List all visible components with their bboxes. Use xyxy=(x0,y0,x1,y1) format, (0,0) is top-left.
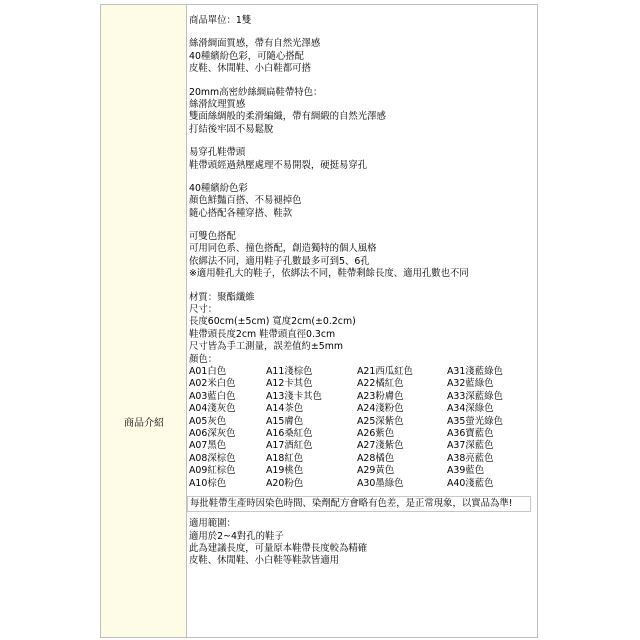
tip-section xyxy=(189,147,533,172)
color-option: A05灰色 xyxy=(189,415,227,427)
color-option: A29黃色 xyxy=(357,465,395,477)
notice-text: 每批鞋帶生產時因染色時間、染劑配方會略有色差，是正常現象，以實品為準! xyxy=(190,497,513,509)
color-option: A39藍色 xyxy=(447,465,485,477)
text-line: 20mm高密紗絲綢扁鞋帶特色： xyxy=(189,86,323,98)
text-line: 尺寸皆為手工測量，誤差值約±5mm xyxy=(189,341,343,353)
color-option: A34深綠色 xyxy=(447,403,494,415)
color-option: A14茶色 xyxy=(266,403,304,415)
color-option: A31淺藍綠色 xyxy=(447,365,503,377)
color-option: A16桑紅色 xyxy=(266,427,313,439)
color-option: A10棕色 xyxy=(189,477,227,489)
text-line: 易穿孔鞋帶頭 xyxy=(189,147,246,159)
color-option: A28橘色 xyxy=(357,452,395,464)
row-label: 商品介紹 xyxy=(124,418,164,429)
color-option: A20粉色 xyxy=(266,477,304,489)
color-option: A35螢光綠色 xyxy=(447,415,503,427)
text-line: 適用範圍： xyxy=(189,518,236,530)
text-line: ※適用鞋孔大的鞋子，依綁法不同，鞋帶剩餘長度、適用孔數也不同 xyxy=(189,268,469,280)
lace-section xyxy=(189,87,533,137)
color-option: A36寶藍色 xyxy=(447,427,494,439)
text-line: 皮鞋、休閒鞋、小白鞋等鞋款皆適用 xyxy=(189,555,340,567)
color-option: A25深紫色 xyxy=(357,415,404,427)
color-option: A06深灰色 xyxy=(189,427,236,439)
color-option: A24淺粉色 xyxy=(357,403,404,415)
text-line: 尺寸： xyxy=(189,304,218,316)
color-option: A21西瓜紅色 xyxy=(357,365,413,377)
color-option: A27淺紫色 xyxy=(357,440,404,452)
text-line: 絲滑綢面質感，帶有自然光澤感 xyxy=(189,38,321,50)
text-line: 可雙色搭配 xyxy=(189,231,236,243)
color-option: A09紅棕色 xyxy=(189,465,236,477)
text-line: 顏色： xyxy=(189,353,218,365)
color-option: A37深藍色 xyxy=(447,440,494,452)
text-line: 隨心搭配各種穿搭、鞋款 xyxy=(189,207,293,219)
description-content xyxy=(189,15,533,568)
color-option: A33深藍綠色 xyxy=(447,390,503,402)
text-line: 鞋帶頭長度2cm 鞋帶頭直徑0.3cm xyxy=(189,328,336,340)
text-line: 40種繽紛色彩，可隨心搭配 xyxy=(189,50,305,62)
color-option: A04淺灰色 xyxy=(189,403,236,415)
text-line: 雙面絲綢般的柔滑編織，帶有綢緞的自然光澤感 xyxy=(189,111,386,123)
text-line: 依綁法不同，適用鞋子孔數最多可到5、6孔 xyxy=(189,255,370,267)
color-option: A32藍綠色 xyxy=(447,378,494,390)
color-option: A30墨綠色 xyxy=(357,477,404,489)
color-option: A01白色 xyxy=(189,365,227,377)
color-option: A18紅色 xyxy=(266,452,304,464)
unit-line: 商品單位：1雙 xyxy=(189,15,252,26)
color-option: A15膚色 xyxy=(266,415,304,427)
texture-section xyxy=(189,38,533,75)
text-line: 皮鞋、休閒鞋、小白鞋都可搭 xyxy=(189,63,311,75)
text-line: 40種繽紛色彩 xyxy=(189,182,248,194)
color-option: A26紫色 xyxy=(357,427,395,439)
usage-section xyxy=(189,518,533,568)
text-line: 材質：聚酯纖維 xyxy=(189,291,255,303)
color-option: A38亮藍色 xyxy=(447,452,494,464)
text-line: 可用同色系、撞色搭配，創造獨特的個人風格 xyxy=(189,243,377,255)
color-option: A03藍白色 xyxy=(189,390,236,402)
pair-section xyxy=(189,231,533,281)
text-line: 此為建議長度，可量原本鞋帶長度較為精確 xyxy=(189,543,368,555)
color-grid xyxy=(189,366,533,490)
color-option: A11淺棕色 xyxy=(266,365,313,377)
color-notice xyxy=(187,496,531,512)
color-option: A13淺卡其色 xyxy=(266,390,322,402)
text-line: 鞋帶頭經過熱壓處理不易開裂，硬挺易穿孔 xyxy=(189,159,368,171)
text-line: 顏色鮮豔百搭、不易褪掉色 xyxy=(189,195,302,207)
color-option: A40淺藍色 xyxy=(447,477,494,489)
spec-section xyxy=(189,292,533,366)
text-line: 長度60cm(±5cm) 寬度2cm(±0.2cm) xyxy=(189,316,356,328)
color-option: A12卡其色 xyxy=(266,378,313,390)
colors-section xyxy=(189,183,533,220)
text-line: 適用於2~4對孔的鞋子 xyxy=(189,530,284,542)
label-cell xyxy=(101,5,187,637)
color-option: A23粉膚色 xyxy=(357,390,404,402)
text-line: 絲滑紋理質感 xyxy=(189,98,246,110)
color-option: A02米白色 xyxy=(189,378,236,390)
color-option: A17酒紅色 xyxy=(266,440,313,452)
product-info-table xyxy=(100,4,538,638)
color-option: A19桃色 xyxy=(266,465,304,477)
color-option: A07黑色 xyxy=(189,440,227,452)
text-line: 打結後牢固不易鬆脫 xyxy=(189,123,274,135)
color-option: A22橘紅色 xyxy=(357,378,404,390)
color-option: A08深棕色 xyxy=(189,452,236,464)
